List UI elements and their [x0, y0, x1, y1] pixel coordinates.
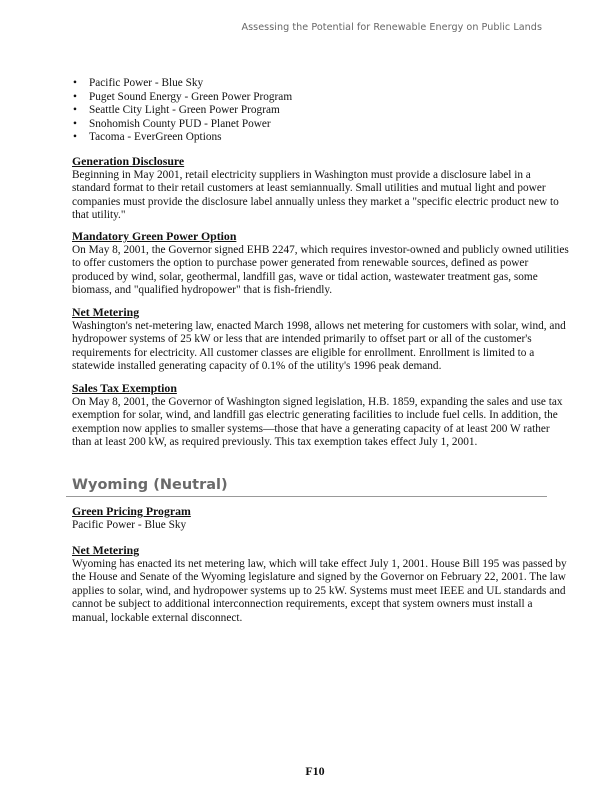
paragraph-line: requirements for electricity. All customer classes are eligible for enrollment. Enrollment is limited to a [72, 346, 535, 359]
paragraph-line: standard format to their retail customers at least semiannually. Small utilities and mutual light and power [72, 182, 546, 194]
section-heading: Sales Tax Exemption [72, 381, 177, 395]
section-wa-net-metering [72, 305, 566, 374]
section-heading: Green Pricing Program [72, 504, 191, 518]
paragraph-line: that utility." [72, 209, 126, 221]
section-heading: Net Metering [72, 305, 140, 319]
section-heading: Generation Disclosure [72, 154, 185, 168]
section-sales-tax-exemption [72, 381, 563, 450]
state-heading-wyoming: Wyoming (Neutral) [72, 477, 228, 493]
paragraph-line: On May 8, 2001, the Governor signed EHB 2247, which requires investor-owned and publicly owned utilities [72, 243, 569, 256]
paragraph-line: to offer customers the option to purchase power generated from renewable sources, defined as power [72, 257, 529, 269]
paragraph-line: the House and Senate of the Wyoming legislature and signed by the Governor on February 22, 2001. The law [72, 571, 566, 583]
list-item: • Pacific Power - Blue Sky [72, 77, 552, 91]
running-header: Assessing the Potential for Renewable Energy on Public Lands [241, 22, 542, 33]
section-divider [66, 496, 547, 497]
paragraph-line: applies to solar, wind, and hydropower systems up to 25 kW. Systems must meet IEEE and UL standards and [72, 584, 566, 597]
paragraph-line: statewide installed generating capacity of 0.1% of the utility's 1996 peak demand. [72, 360, 442, 372]
list-item: • Tacoma - EverGreen Options [72, 131, 552, 145]
section-heading: Net Metering [72, 543, 140, 557]
section-wy-green-pricing [72, 505, 552, 532]
paragraph-line: exemption now applies to smaller systems—those that have a generating capacity of at least 200 W rather [72, 422, 550, 435]
paragraph-line: On May 8, 2001, the Governor of Washington signed legislation, H.B. 1859, expanding the sales and use tax [72, 395, 563, 408]
paragraph-line: Wyoming has enacted its net metering law, which will take effect July 1, 2001. House Bill 195 was passed by [72, 557, 567, 570]
paragraph-line: exemption for solar, wind, and landfill gas electric generating facilities to include fuel cells. In addition, the [72, 409, 558, 421]
paragraph-line: cannot be subject to additional interconnection requirements, except that system owners must install a [72, 598, 533, 610]
paragraph-line: Pacific Power - Blue Sky [72, 518, 187, 531]
paragraph-line: companies must provide the disclosure label annually unless they market a "specific electric product new to [72, 195, 559, 208]
paragraph-line: Beginning in May 2001, retail electricity suppliers in Washington must provide a disclosure label in a [72, 168, 531, 181]
paragraph-line: produced by wind, solar, geothermal, landfill gas, wave or tidal action, wastewater treatment gas, some [72, 270, 538, 283]
paragraph-line: than at least 200 kW, as required previously. This tax exemption takes effect July 1, 2001. [72, 436, 478, 448]
list-item: • Seattle City Light - Green Power Program [72, 104, 552, 118]
page-number: F10 [305, 764, 325, 778]
section-heading: Mandatory Green Power Option [72, 229, 237, 243]
list-item: • Snohomish County PUD - Planet Power [72, 118, 552, 132]
list-item: • Puget Sound Energy - Green Power Program [72, 91, 552, 105]
paragraph-line: biomass, and "qualified hydropower" that is fish-friendly. [72, 284, 333, 296]
utility-program-list [72, 77, 552, 145]
paragraph-line: Washington's net-metering law, enacted March 1998, allows net metering for customers with solar, wind, and [72, 319, 566, 332]
paragraph-line: manual, lockable external disconnect. [72, 611, 243, 624]
section-mandatory-green-power [72, 229, 569, 298]
section-generation-disclosure [72, 154, 559, 223]
paragraph-line: hydropower systems of 25 kW or less that are intended primarily to offset part or all of the customer's [72, 333, 532, 345]
section-wy-net-metering [72, 543, 567, 625]
